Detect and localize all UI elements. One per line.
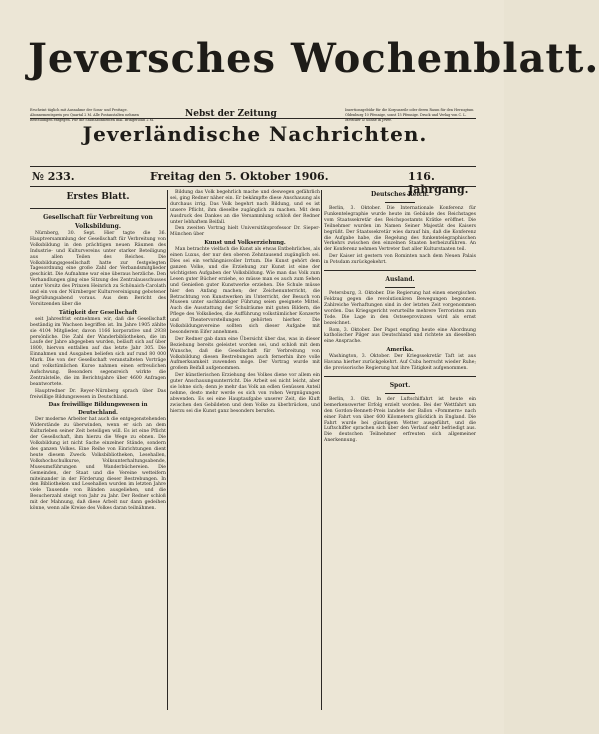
article-paragraph: Den zweiten Vortrag hielt Universitätsprofessor Dr. Sieper-München über xyxy=(170,226,320,238)
article-paragraph: Der künstlerischen Erziehung des Volkes diene vor allem ein guter Anschauungsunterricht. Die Arbeit sei nicht leicht, aber sie lohne sich; denn je mehr das Volk an edlen Genüssen Anteil nehme, desto mehr werde es sich von rohen Vergnügungen abwenden. Es sei eine Hauptaufgabe unserer Zeit, die Kluft zwischen den Gebildeten und dem Volke zu überbrücken, und hierzu sei die Kunst ganz besonders berufen. xyxy=(170,373,320,414)
article-paragraph: Rom, 3. Oktober. Der Papst empfing heute eine Abordnung katholischer Pilger aus Deutschland und richtete an dieselben eine Ansprache. xyxy=(324,327,476,345)
section-heading-ausland: Ausland. xyxy=(385,276,415,284)
subscription-note: Erscheint täglich mit Ausnahme der Sonn- und Festtage. Abonnementspreis pro Quartal 2 M. Alle Postanstalten nehmen Bestellungen entgegen. Für die Stadtabonnenten inkl. Bringerlohn 2 M. xyxy=(30,108,155,122)
issue-date: Freitag den 5. Oktober 1906. xyxy=(150,170,329,183)
column-1 xyxy=(30,190,166,513)
article-paragraph: Bildung das Volk begehrlich mache und deswegen gefährlich sei, ging Redner näher ein. Er bekämpfte diese Anschauung als durchaus irrig. Das Volk begehrt nach Bildung, und es ist unsere Pflicht, ihm dieselbe zugänglich zu machen. Mit dem Ausdruck des Dankes an die Versammlung schloß der Redner unter lebhaftem Beifall. xyxy=(170,190,320,225)
column-3 xyxy=(324,190,476,445)
article-paragraph: Man betrachte vielfach die Kunst als etwas Entbehrliches, als einen Luxus, der nur den oberen Zehntausend zugänglich sei. Dies sei ein verhängnisvoller Irrtum. Die Kunst gehört dem ganzen Volke, und die Erziehung zur Kunst ist eine der wichtigsten Aufgaben der Volksbildung. Wie man das Volk zum Lesen guter Bücher erziehe, so müsse man es auch zum Sehen und Genießen guter Kunstwerke erziehen. Die Schule müsse hier den Anfang machen; der Zeichenunterricht, die Betrachtung von Kunstwerken im Unterricht, der Besuch von Museen unter sachkundiger Führung seien geeignete Mittel. Auch die Ausstattung der Schulräume mit guten Bildern, die Pflege des Volksliedes, die Aufführung volkstümlicher Konzerte und Theatervorstellungen gehörten hierher. Die Volksbildungsvereine sollten sich dieser Aufgabe mit besonderem Eifer annehmen. xyxy=(170,247,320,335)
article-paragraph: Berlin, 3. Okt. In der Luftschiffahrt ist heute ein bemerkenswerter Erfolg erzielt worden. Bei der Wettfahrt um den Gordon-Bennett-Preis landete der Ballon »Pommern« nach einer Fahrt von über 600 Kilometern glücklich in England. Die Fahrt wurde bei günstigem Wetter ausgeführt, und die Luftschiffer sprachen sich über den Verlauf sehr befriedigt aus. Die deutschen Teilnehmer erfreuten sich allgemeiner Anerkennung. xyxy=(324,396,476,444)
masthead-rule xyxy=(30,118,476,119)
issue-year: 116. Jahrgang. xyxy=(408,170,469,196)
article-paragraph: seit Jahresfrist entnehmen wir, daß die Gesellschaft beständig im Wachsen begriffen ist. Im Jahre 1905 zählte sie 4104 Mitglieder, davon 1166 korporative und 2938 persönliche. Die Zahl der Wanderbibliotheken, die im Laufe der Jahre abgegeben wurden, beläuft sich auf über 1800, hiervon entfallen auf das letzte Jahr 305. Die Einnahmen und Ausgaben beliefen sich auf rund 80 000 Mark. Die von der Gesellschaft veranstalteten Vorträge und volkstümlichen Kurse nahmen einen erfreulichen Aufschwung. Besonders segensreich wirkte die Zentralstelle, die im Berichtsjahre über 4600 Anfragen beantwortete. xyxy=(30,316,166,387)
infobar-top-rule xyxy=(30,166,476,167)
masthead xyxy=(28,35,599,108)
column-divider-2 xyxy=(321,190,322,710)
section-heading-amerika: Amerika. xyxy=(386,347,414,354)
article-paragraph: Der Kaiser ist gestern von Rominten nach dem Neuen Palais in Potsdam zurückgekehrt. xyxy=(324,254,476,266)
section-heading-sport: Sport. xyxy=(389,381,411,389)
article-subheading: Tätigkeit der Gesellschaft xyxy=(58,309,138,316)
insertion-note: Insertionsgebühr für die Korpuszeile oder deren Raum für den Herzogtum Oldenburg 10 Pfennige, sonst 15 Pfennige. Druck und Verlag von C. L. Mettcker & Söhne in Jever. xyxy=(345,108,474,122)
article-subheading: Kunst und Volkserziehung. xyxy=(204,240,286,247)
article-subheading: Das freiwillige Bildungswesen in Deutschland. xyxy=(48,402,148,417)
newspaper-subtitle: Jeverländische Nachrichten. xyxy=(82,122,428,146)
article-paragraph: Washington, 3. Oktober. Der Kriegssekretär Taft ist aus Havana hierher zurückgekehrt. Auf Cuba herrscht wieder Ruhe; die provisorische Regierung hat ihre Tätigkeit aufgenommen. xyxy=(324,354,476,372)
newspaper-subhead: Nebst der Zeitung xyxy=(185,109,277,119)
article-paragraph: Der Redner gab dann eine Übersicht über das, was in dieser Beziehung bereits geleistet worden sei, und schloß mit dem Wunsche, daß die Gesellschaft für Verbreitung von Volksbildung diesen Bestrebungen auch fernerhin ihre volle Aufmerksamkeit zuwenden möge. Der Vortrag wurde mit großem Beifall aufgenommen. xyxy=(170,336,320,372)
section-heading: Erstes Blatt. xyxy=(66,192,130,202)
article-paragraph: Hauptredner Dr. Reyer-Nürnberg sprach über Das freiwillige Bildungswesen in Deutschland. xyxy=(30,388,166,400)
article-paragraph: Berlin, 3. Oktober. Die Internationale Konferenz für Funkentelegraphie wurde heute im Gebäude des Reichstages vom Staatssekretär des Reichspostamts Krätke eröffnet. Die Teilnehmer wurden im Namen Seiner Majestät des Kaisers begrüßt. Der Staatssekretär wies darauf hin, daß die Konferenz die Aufgabe habe, die Regelung des funkentelegraphischen Verkehrs zwischen den einzelnen Staaten herbeizuführen. An der Konferenz nehmen Vertreter fast aller Kulturstaaten teil. xyxy=(324,206,476,253)
issue-number: № 233. xyxy=(32,170,75,183)
article-paragraph: Der moderne Arbeiter hat auch die entgegenstehenden Widerstände zu überwinden, wenn er sich an dem Kulturleben seiner Zeit beteiligen will. Es ist eine Pflicht der Gesellschaft, ihm hierzu die Wege zu ebnen. Die Volksbildung ist nicht Sache einzelner Stände, sondern des ganzen Volkes. Eine Reihe von Einrichtungen dient heute diesem Zweck: Volksbibliotheken, Lesehallen, Volkshochschulkurse, Volksunterhaltungsabende, Museumsführungen und Wanderbüchereien. Die Gemeinden, der Staat und die Vereine wetteifern miteinander in der Förderung dieser Bestrebungen. In den Bibliotheken und Lesehallen wurden im letzten Jahre viele Tausende von Bänden ausgeliehen, und die Besucherzahl steigt von Jahr zu Jahr. Der Redner schloß mit der Mahnung, daß diese Arbeit nur dann gedeihen könne, wenn alle Kreise des Volkes daran teilnähmen. xyxy=(30,417,166,512)
column-divider-1 xyxy=(167,190,168,710)
article-heading: Gesellschaft für Verbreitung von Volksbildung. xyxy=(43,214,153,230)
infobar-bottom-rule xyxy=(30,186,476,187)
newspaper-title: Jeversches Wochenblatt. xyxy=(28,35,599,82)
article-paragraph: Petersburg, 3. Oktober. Die Regierung hat einen energischen Feldzug gegen die revolutionären Bewegungen begonnen. Zahlreiche Verhaftungen sind in der letzten Zeit vorgenommen worden. Das Kriegsgericht verurteilte mehrere Terroristen zum Tode. Die Lage in den Ostseeprovinzen wird als ernst bezeichnet. xyxy=(324,291,476,326)
section-heading-reich: Deutsches Reich. xyxy=(370,191,430,198)
column-2 xyxy=(170,190,320,416)
article-paragraph: Nürnberg, 30. Sept. Hier tagte die 36. Hauptversammlung der Gesellschaft für Verbreitung von Volksbildung in den prächtigen neuen Räumen des Industrie- und Kulturvereins unter starker Beteiligung aus allen Teilen des Reiches. Die Volksbildungsgesellschaft hatte zur festgelegten Tagesordnung eine große Zahl der Verbandsmitglieder geschickt. Die Aufnahme war eine überaus herzliche. Den Verhandlungen ging eine Sitzung des Zentralausschusses unter Vorsitz des Prinzen Heinrich zu Schönaich-Carolath und ein von der Nürnberger Kulturvereinigung gebotener Begrüßungsabend voraus. Aus dem Bericht des Vorsitzenden über die xyxy=(30,231,166,307)
